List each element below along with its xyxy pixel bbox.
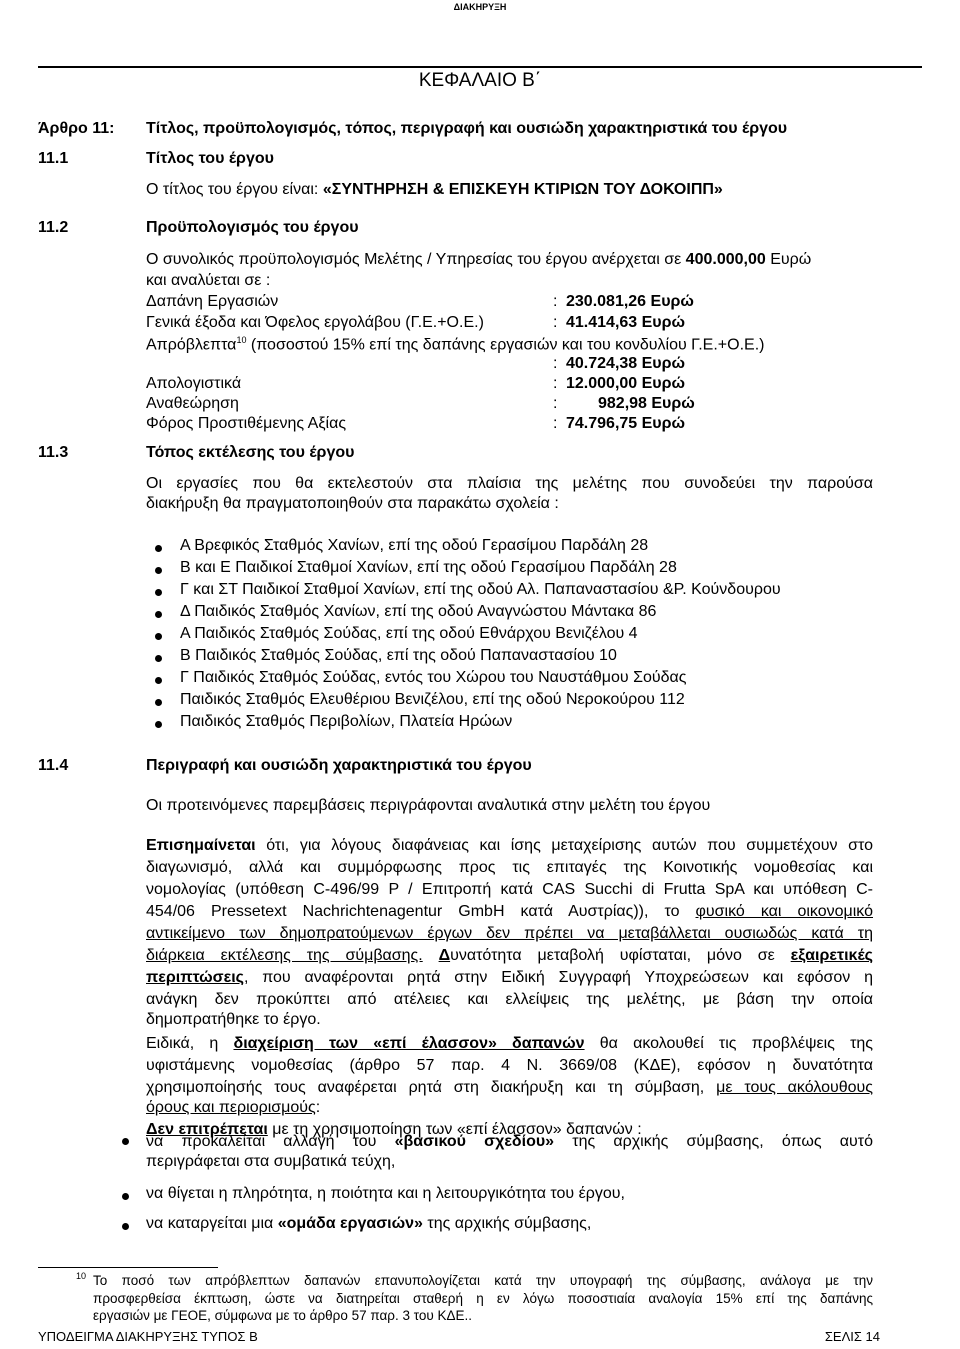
budget-item-colon: : bbox=[553, 355, 558, 372]
section-11-2-title: Προϋπολογισμός του έργου bbox=[146, 219, 359, 236]
emphasis-word: Επισημαίνεται bbox=[146, 837, 256, 854]
budget-item-colon: : bbox=[553, 314, 558, 331]
school-item: Β και Ε Παιδικοί Σταθμοί Χανίων, επί της οδού Γερασίμου Παρδάλη 28 bbox=[180, 559, 677, 576]
school-item: Β Παιδικός Σταθμός Σούδας, επί της οδού Παπαναστασίου 10 bbox=[180, 647, 617, 664]
school-item: Γ Παιδικός Σταθμός Σούδας, εντός του Χώρου του Ναυστάθμου Σούδας bbox=[180, 669, 687, 686]
bullet-icon bbox=[155, 611, 162, 618]
paragraph-1-line-9: δημοπρατήθηκε το έργο. bbox=[146, 1011, 321, 1028]
bullet-icon bbox=[155, 655, 162, 662]
paragraph-1-line-3: νομολογίας (υπόθεση C-496/99 Ρ / Επιτροπή κατά CAS Succhi di Frutta SpA και υπόθεση C- bbox=[146, 881, 873, 898]
rule-emphasis: «ομάδα εργασιών» bbox=[277, 1215, 423, 1232]
budget-item-label: Δαπάνη Εργασιών bbox=[146, 293, 279, 310]
bullet-icon bbox=[155, 567, 162, 574]
school-item: Δ Παιδικός Σταθμός Χανίων, επί της οδού Αναγνώστου Μάντακα 86 bbox=[180, 603, 657, 620]
rule-emphasis: «βασικού σχεδίου» bbox=[394, 1133, 555, 1150]
school-item: Παιδικός Σταθμός Ελευθέριου Βενιζέλου, επί της οδού Νεροκούρου 112 bbox=[180, 691, 685, 708]
section-11-1-title: Τίτλος του έργου bbox=[146, 150, 274, 167]
paragraph-3-text: με τη χρησιμοποίηση των «επί έλασσον» δαπανών : bbox=[272, 1121, 642, 1138]
project-title: «ΣΥΝΤΗΡΗΣΗ & ΕΠΙΣΚΕΥΗ ΚΤΙΡΙΩΝ ΤΟΥ ΔΟΚΟΙΠΠ» bbox=[322, 181, 723, 198]
footnote-number: 10 bbox=[76, 1271, 87, 1281]
paragraph-1-line-4-text: 454/06 Pressetext Nachrichtenagentur GmbH κατά Αυστρίας)), το bbox=[146, 903, 680, 920]
paragraph-2-line-1-text: Ειδικά, η bbox=[146, 1035, 219, 1052]
rule-text: να καταργείται μια bbox=[146, 1215, 274, 1232]
bullet-icon bbox=[155, 677, 162, 684]
bullet-icon bbox=[155, 545, 162, 552]
budget-line-2: και αναλύεται σε : bbox=[146, 272, 271, 289]
budget-item-colon: : bbox=[553, 415, 558, 432]
paragraph-1-line-6-text: υνατότητα μεταβολή υφίσταται, μόνο σε bbox=[450, 947, 775, 964]
contingency-label: Απρόβλεπτα bbox=[146, 336, 237, 354]
budget-item-value: 982,98 Ευρώ bbox=[598, 395, 695, 412]
school-item: Α Παιδικός Σταθμός Σούδας, επί της οδού Εθνάρχου Βενιζέλου 4 bbox=[180, 625, 638, 642]
rule-text-rest: της αρχικής σύμβασης, όπως αυτό bbox=[572, 1133, 874, 1150]
section-11-4-title: Περιγραφή και ουσιώδη χαρακτηριστικά του έργου bbox=[146, 757, 532, 774]
project-title-line bbox=[146, 181, 723, 199]
budget-line-1-text: Ο συνολικός προϋπολογισμός Μελέτης / Υπηρεσίας του έργου ανέρχεται σε bbox=[146, 251, 682, 268]
paragraph-2-line-1 bbox=[146, 1033, 873, 1055]
budget-item-value: 41.414,63 Ευρώ bbox=[566, 314, 686, 331]
contingency-value: 40.724,38 Ευρώ bbox=[566, 355, 686, 372]
paragraph-2-line-4 bbox=[146, 1099, 320, 1117]
budget-item-colon: : bbox=[553, 395, 558, 412]
paragraph-1-line-1-text: ότι, για λόγους διαφάνειας και ίσης μεταχείρισης αυτών που συμμετέχουν στο bbox=[266, 837, 873, 854]
paragraph-1-line-6 bbox=[146, 945, 873, 967]
budget-total-unit: Ευρώ bbox=[770, 251, 812, 268]
underlined-phrase: όρους και περιορισμούς bbox=[146, 1099, 316, 1116]
footnote-line-3: εργασιών με ΓΕΟΕ, σύμφωνα με το άρθρο 57 παρ. 3 του ΚΔΕ.. bbox=[93, 1308, 473, 1323]
footer-left: ΥΠΟΔΕΙΓΜΑ ΔΙΑΚΗΡΥΞΗΣ ΤΥΠΟΣ Β bbox=[38, 1329, 258, 1344]
budget-item-colon: : bbox=[553, 293, 558, 310]
emphasis-phrase: περιπτώσεις bbox=[146, 969, 244, 986]
paragraph-1-line-5: αντικείμενο των δημοπρατούμενων έργων δεν πρέπει να μεταβάλλεται ουσιωδώς κατά τη bbox=[146, 925, 873, 942]
budget-item-label: Αναθεώρηση bbox=[146, 395, 239, 412]
bullet-icon bbox=[155, 633, 162, 640]
section-11-3-number: 11.3 bbox=[38, 444, 69, 461]
rule-item-line-1 bbox=[146, 1131, 873, 1153]
colon-text: : bbox=[315, 1099, 321, 1116]
bullet-icon bbox=[155, 721, 162, 728]
budget-item-value: 74.796,75 Ευρώ bbox=[566, 415, 686, 432]
paragraph-1-line-1 bbox=[146, 835, 873, 857]
bullet-icon bbox=[155, 699, 162, 706]
paragraph-1-line-7-text: , που αναφέρονται ρητά στην Ειδική Συγγραφή Υποχρεώσεων και εφόσον η bbox=[243, 969, 873, 986]
budget-line-1 bbox=[146, 251, 811, 269]
budget-item-label: Φόρος Προστιθέμενης Αξίας bbox=[146, 415, 347, 432]
paragraph-1-line-7 bbox=[146, 967, 873, 989]
section-11-2-number: 11.2 bbox=[38, 219, 69, 236]
bullet-icon bbox=[122, 1138, 129, 1145]
footnote-line-2: προσφερθείσα έκπτωση, ώστε να διατηρείται σταθερή η εν λόγω ποσοστιαία αναλογία 15% επί της δαπάνης bbox=[93, 1291, 873, 1306]
location-intro-line-1: Οι εργασίες που θα εκτελεστούν στα πλαίσια της μελέτης που συνοδεύει την παρούσα bbox=[146, 475, 873, 492]
school-item: Γ και ΣΤ Παιδικοί Σταθμοί Χανίων, επί της οδού Αλ. Παπαναστασίου &Ρ. Κούνδουρου bbox=[180, 581, 781, 598]
contingency-description: (ποσοστού 15% επί της δαπάνης εργασιών και του κονδυλίου Γ.Ε.+Ο.Ε.) bbox=[250, 336, 765, 354]
article-label: Άρθρο 11: bbox=[38, 120, 115, 137]
school-item: Α Βρεφικός Σταθμός Χανίων, επί της οδού Γερασίμου Παρδάλη 28 bbox=[180, 537, 649, 554]
paragraph-1-line-4 bbox=[146, 901, 873, 923]
bullet-icon bbox=[122, 1193, 129, 1200]
bullet-icon bbox=[155, 589, 162, 596]
paragraph-2-line-3-text: χρησιμοποίησής τους αναφέρεται ρητά στη διακήρυξη και τη σύμβαση, bbox=[146, 1079, 705, 1096]
chapter-title: ΚΕΦΑΛΑΙΟ Β΄ bbox=[418, 70, 542, 91]
budget-total: 400.000,00 bbox=[685, 251, 766, 268]
rule-text-rest: της αρχικής σύμβασης, bbox=[427, 1215, 592, 1232]
budget-item-value: 12.000,00 Ευρώ bbox=[566, 375, 686, 392]
description-intro: Οι προτεινόμενες παρεμβάσεις περιγράφονται αναλυτικά στην μελέτη του έργου bbox=[146, 797, 711, 814]
paragraph-1-line-8: ανάγκη δεν προκύπτει από ατέλειες και ελλείψεις της μελέτης, με βάση την οποία bbox=[146, 991, 873, 1008]
section-11-4-number: 11.4 bbox=[38, 757, 69, 774]
article-title: Τίτλος, προϋπολογισμός, τόπος, περιγραφή και ουσιώδη χαρακτηριστικά του έργου bbox=[146, 120, 788, 137]
rule-item: να θίγεται η πληρότητα, η ποιότητα και η λειτουργικότητα του έργου, bbox=[146, 1185, 625, 1202]
emphasis-phrase: εξαιρετικές bbox=[790, 947, 873, 964]
rule-item-line-2: περιγράφεται στα συμβατικά τεύχη, bbox=[146, 1153, 396, 1170]
underlined-phrase: με τους ακόλουθους bbox=[716, 1079, 873, 1096]
underlined-phrase: διάρκεια εκτέλεσης της σύμβασης. bbox=[146, 947, 423, 964]
contingency-line bbox=[146, 335, 764, 354]
emphasis-phrase: Δεν επιτρέπεται bbox=[146, 1121, 268, 1138]
section-11-3-title: Τόπος εκτέλεσης του έργου bbox=[146, 444, 355, 461]
footnote-line-1: Το ποσό των απρόβλεπτων δαπανών επανυπολογίζεται κατά την υπογραφή της σύμβασης, ανάλογα με την bbox=[93, 1273, 873, 1288]
location-intro-line-2: διακήρυξη θα πραγματοποιηθούν στα παρακάτω σχολεία : bbox=[146, 495, 559, 512]
footer-page-number: ΣΕΛΙΣ 14 bbox=[824, 1329, 880, 1344]
emphasis-letter: Δ bbox=[438, 947, 451, 964]
section-11-1-number: 11.1 bbox=[38, 150, 69, 167]
emphasis-phrase: διαχείριση των «επί έλασσον» δαπανών bbox=[233, 1035, 585, 1052]
paragraph-2-line-3 bbox=[146, 1077, 873, 1099]
budget-item-colon: : bbox=[553, 375, 558, 392]
bullet-icon bbox=[122, 1223, 129, 1230]
paragraph-2-line-1-rest: θα ακολουθεί τις προβλέψεις της bbox=[599, 1035, 874, 1052]
rule-text: να προκαλείται αλλαγή του bbox=[146, 1133, 377, 1150]
footnote-reference: 10 bbox=[236, 335, 247, 345]
budget-item-label: Γενικά έξοδα και Όφελος εργολάβου (Γ.Ε.+Ο.Ε.) bbox=[146, 314, 484, 331]
underlined-phrase: φυσικό και οικονομικό bbox=[695, 903, 873, 920]
project-title-prefix: Ο τίτλος του έργου είναι: bbox=[146, 181, 319, 198]
paragraph-2-line-2: υφιστάμενης νομοθεσίας (άρθρο 57 παρ. 4 Ν. 3669/08 (ΚΔΕ), εφόσον η δυνατότητα bbox=[146, 1057, 873, 1074]
page-header: ΔΙΑΚΗΡΥΞΗ bbox=[453, 2, 507, 12]
rule-item bbox=[146, 1215, 591, 1233]
paragraph-1-line-2: διαγωνισμό, αλλά και συμμόρφωσης προς τις επιταγές της Κοινοτικής νομοθεσίας και bbox=[146, 859, 873, 876]
budget-item-value: 230.081,26 Ευρώ bbox=[566, 293, 694, 310]
school-item: Παιδικός Σταθμός Περιβολίων, Πλατεία Ηρώων bbox=[180, 713, 513, 730]
footnote-separator bbox=[38, 1267, 218, 1268]
budget-item-label: Απολογιστικά bbox=[146, 375, 242, 392]
